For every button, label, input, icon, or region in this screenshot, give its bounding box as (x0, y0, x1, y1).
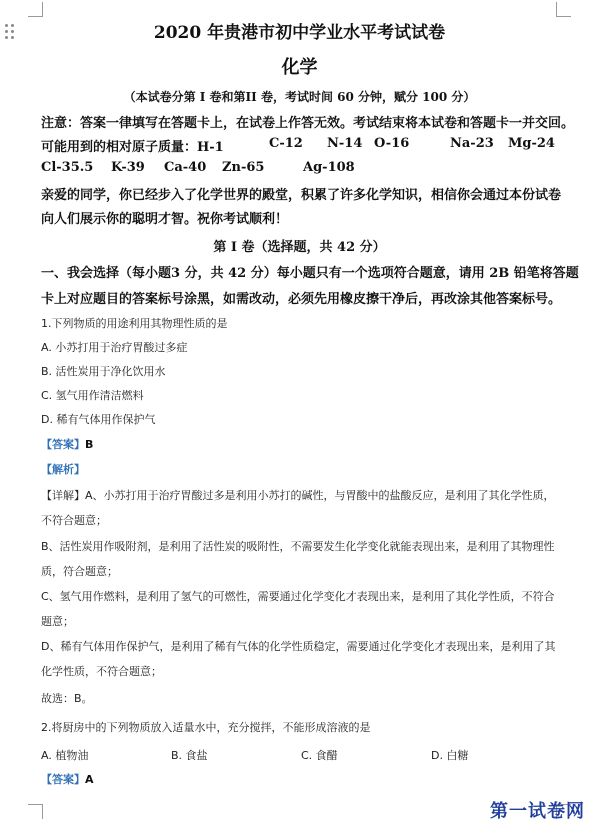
detail-text: D、稀有气体用作保护气，是利用了稀有气体的化学性质稳定，需要通过化学变化才表现出来，是利用了其 (41, 640, 556, 653)
answer-value: B (85, 438, 94, 451)
detail-text: 化学性质，不符合题意； (41, 665, 162, 678)
atomic-mass-item: Na-23 (450, 136, 494, 151)
atomic-mass-item: Ag-108 (303, 160, 355, 175)
detail-text: C、氢气用作燃料，是利用了氢气的可燃性，需要通过化学变化才表现出来，是利用了其化学性质，不符合 (41, 590, 555, 603)
question-1-option-a: A. 小苏打用于治疗胃酸过多症 (41, 341, 188, 354)
question-2-option-d: D. 白糖 (431, 749, 469, 762)
question-1-option-c: C. 氢气用作清洁燃料 (41, 389, 144, 402)
detail-text: 不符合题意； (41, 514, 107, 527)
page-corner-mark (28, 804, 43, 819)
subject-title: 化学 (281, 57, 318, 78)
answer-tag: 【答案】 (41, 438, 85, 451)
atomic-mass-item: K-39 (111, 160, 145, 175)
atomic-mass-item: C-12 (269, 136, 303, 151)
question-2-option-a: A. 植物油 (41, 749, 89, 762)
page-title: 2020 年贵港市初中学业水平考试试卷 (153, 23, 446, 43)
detail-text: A、小苏打用于治疗胃酸过多是利用小苏打的碱性，与胃酸中的盐酸反应，是利用了其化学性质， (85, 489, 555, 502)
question-1-option-b: B. 活性炭用于净化饮用水 (41, 365, 166, 378)
question-2-stem: 2.将厨房中的下列物质放入适量水中，充分搅拌，不能形成溶液的是 (41, 721, 371, 734)
exam-info: （本试卷分第 I 卷和第II 卷，考试时间 60 分钟，赋分 100 分） (123, 90, 476, 104)
atomic-mass-item: N-14 (327, 136, 363, 151)
question-2-option-c: C. 食醋 (301, 749, 338, 762)
page-corner-mark (28, 2, 43, 17)
atomic-mass-item: Mg-24 (508, 136, 555, 151)
section-title: 第 I 卷（选择题，共 42 分） (213, 240, 386, 255)
question-1-stem: 1.下列物质的用途利用其物理性质的是 (41, 317, 228, 330)
greeting-line-1: 亲爱的同学，你已经步入了化学世界的殿堂，积累了许多化学知识，相信你会通过本份试卷 (41, 188, 562, 203)
section-instruction-2: 卡上对应题目的答案标号涂黑，如需改动，必须先用橡皮擦干净后，再改涂其他答案标号。 (41, 292, 562, 307)
site-watermark: 第一试卷网 (490, 801, 585, 822)
notice-line: 注意：答案一律填写在答题卡上，在试卷上作答无效。考试结束将本试卷和答题卡一并交回。 (41, 116, 575, 131)
question-2-option-b: B. 食盐 (171, 749, 208, 762)
detail-text: B、活性炭用作吸附剂，是利用了活性炭的吸附性，不需要发生化学变化就能表现出来，是利用了其物理性 (41, 540, 555, 553)
detail-text: 质，符合题意； (41, 565, 118, 578)
question-1-answer (41, 436, 93, 452)
atomic-mass-item: Ca-40 (164, 160, 207, 175)
question-1-detail-a (41, 487, 555, 503)
question-1-conclusion: 故选：B。 (41, 692, 93, 705)
answer-tag: 【答案】 (41, 773, 85, 786)
atomic-mass-item: O-16 (374, 136, 410, 151)
atomic-mass-item: Zn-65 (222, 160, 265, 175)
analysis-tag: 【解析】 (41, 463, 85, 476)
atomic-mass-item: Cl-35.5 (41, 160, 94, 175)
question-2-answer (41, 771, 94, 787)
question-1-analysis (41, 461, 85, 477)
question-1-option-d: D. 稀有气体用作保护气 (41, 413, 156, 426)
atomic-mass-label: 可能用到的相对原子质量：H-1 (41, 140, 224, 155)
detail-tag: 【详解】 (41, 489, 85, 502)
detail-text: 题意； (41, 615, 74, 628)
page-corner-mark (556, 2, 571, 17)
answer-value: A (85, 773, 94, 786)
greeting-line-2: 向人们展示你的聪明才智。祝你考试顺利！ (41, 212, 289, 227)
section-instruction-1: 一、我会选择（每小题3 分，共 42 分）每小题只有一个选项符合题意，请用 2B 铅笔将答题 (41, 266, 579, 281)
